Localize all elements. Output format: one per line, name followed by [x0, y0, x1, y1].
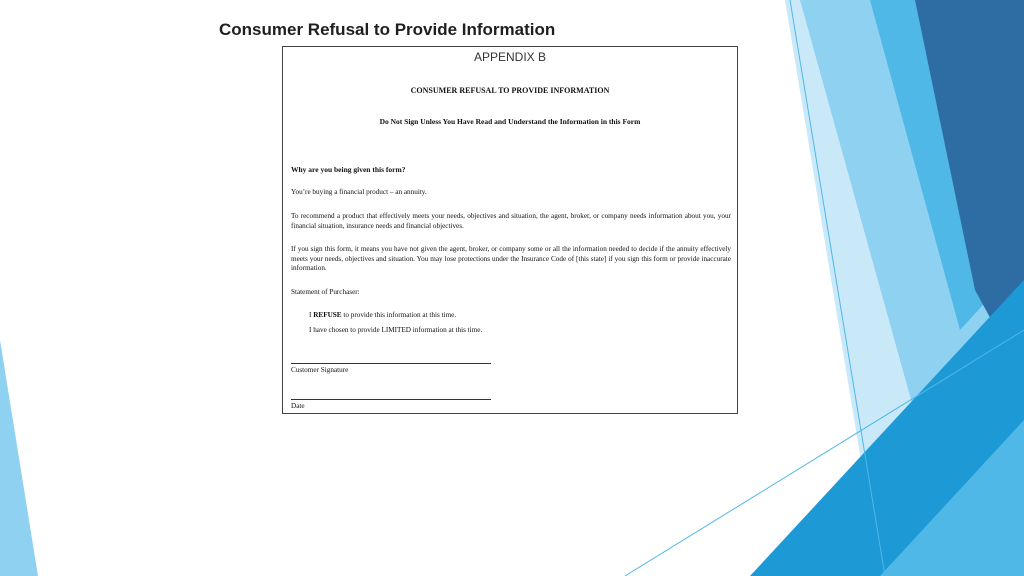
date-label: Date	[291, 402, 305, 410]
paragraph-warning: If you sign this form, it means you have not given the agent, broker, or company some or all the information needed to decide if the annuity effectively meets your needs, objectives and situation. You may lose protections under the Insurance Code of [this state] if you sign this form or provide inaccurate information.	[291, 245, 731, 273]
paragraph-annuity: You’re buying a financial product – an annuity.	[291, 188, 427, 196]
form-heading: CONSUMER REFUSAL TO PROVIDE INFORMATION	[410, 86, 610, 95]
option-refuse[interactable]	[309, 311, 729, 321]
appendix-form	[282, 46, 738, 414]
form-subheading: Do Not Sign Unless You Have Read and Understand the Information in this Form	[379, 117, 641, 126]
signature-line[interactable]	[291, 363, 491, 364]
statement-label: Statement of Purchaser:	[291, 288, 360, 296]
slide-title: Consumer Refusal to Provide Information	[219, 20, 556, 39]
option-limited[interactable]: I have chosen to provide LIMITED information at this time.	[309, 326, 483, 334]
signature-label: Customer Signature	[291, 366, 349, 374]
date-line[interactable]	[291, 399, 491, 400]
paragraph-recommend: To recommend a product that effectively meets your needs, objectives and situation, the agent, broker, or company needs information about you, your financial situation, insurance needs and financial objectives.	[291, 212, 731, 230]
option-refuse-suffix: to provide this information at this time.	[341, 311, 457, 319]
left-accent-shape	[0, 340, 38, 576]
option-refuse-emphasis: REFUSE	[313, 311, 342, 319]
option-refuse-prefix: I	[309, 311, 314, 319]
appendix-label: APPENDIX B	[473, 50, 547, 64]
question-heading: Why are you being given this form?	[291, 165, 406, 174]
